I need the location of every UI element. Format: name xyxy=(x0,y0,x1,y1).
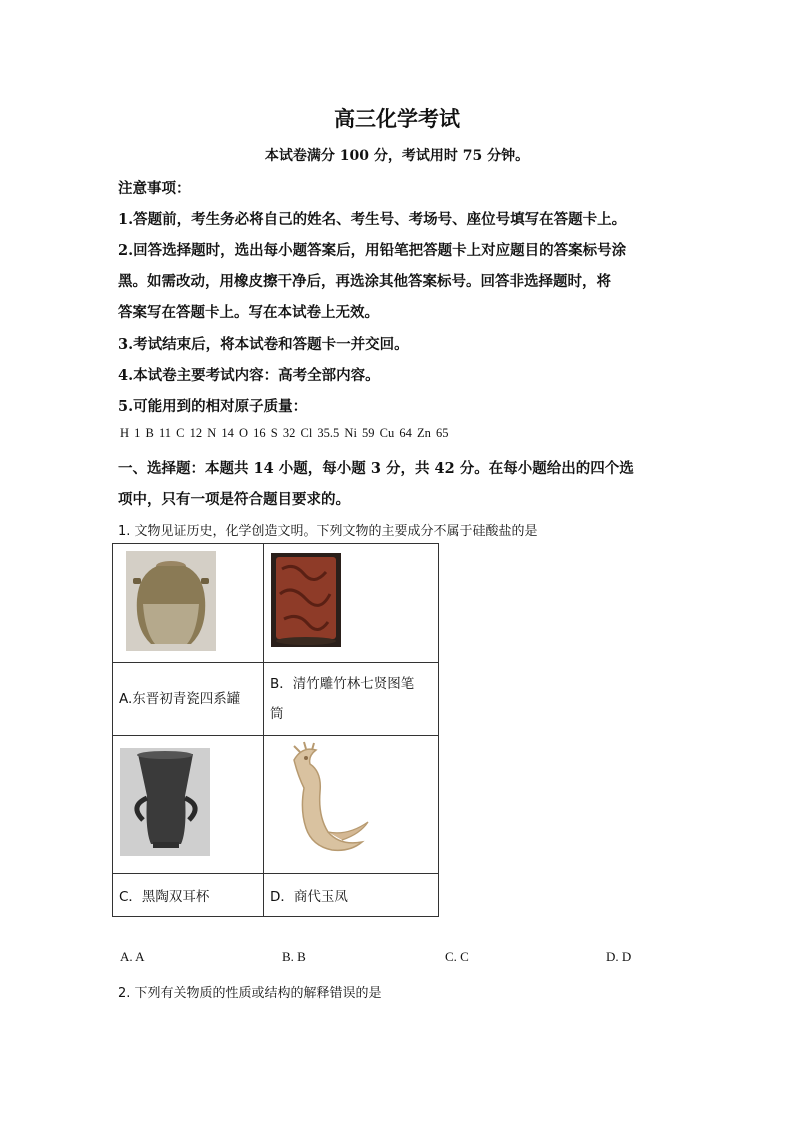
artifact-a-caption: A.东晋初青瓷四系罐 xyxy=(119,691,241,707)
artifact-b-caption-line-2: 筒 xyxy=(270,706,284,722)
note-item-5: 5.可能用到的相对原子质量： xyxy=(118,398,308,415)
question-1-stem: 1. 文物见证历史，化学创造文明。下列文物的主要成分不属于硅酸盐的是 xyxy=(118,524,538,539)
exam-subtitle: 本试卷满分 100 分，考试用时 75 分钟。 xyxy=(264,148,530,164)
artifact-d-caption: D．商代玉凤 xyxy=(270,889,348,905)
note-item-2-line-2: 黑。如需改动，用橡皮擦干净后，再选涂其他答案标号。回答非选择题时，将 xyxy=(118,273,611,290)
black-pottery-cup-image xyxy=(113,736,257,869)
artifact-table xyxy=(112,543,439,917)
note-item-1: 1.答题前，考生务必将自己的姓名、考生号、考场号、座位号填写在答题卡上。 xyxy=(118,211,627,228)
question-2-stem: 2. 下列有关物质的性质或结构的解释错误的是 xyxy=(118,986,382,1001)
note-item-3: 3.考试结束后，将本试卷和答题卡一并交回。 xyxy=(118,336,409,353)
question-1-option-a: A. A xyxy=(120,949,145,964)
artifact-c-image-cell xyxy=(113,736,264,874)
note-item-2-line-3: 答案写在答题卡上。写在本试卷上无效。 xyxy=(118,304,379,321)
question-1-option-b: B. B xyxy=(282,949,306,964)
artifact-b-caption-cell xyxy=(264,663,439,736)
note-item-4: 4.本试卷主要考试内容：高考全部内容。 xyxy=(118,367,380,384)
question-1-option-c: C. C xyxy=(445,949,469,964)
artifact-d-image-cell xyxy=(264,736,439,874)
artifact-b-caption-line-1: B．清竹雕竹林七贤图笔 xyxy=(270,676,415,692)
artifact-a-caption-cell xyxy=(113,663,264,736)
atomic-masses: H 1 B 11 C 12 N 14 O 16 S 32 Cl 35.5 Ni 59 Cu 64 Zn 65 xyxy=(120,426,449,440)
artifact-c-caption-cell xyxy=(113,874,264,917)
note-item-2-line-1: 2.回答选择题时，选出每小题答案后，用铅笔把答题卡上对应题目的答案标号涂 xyxy=(118,242,627,259)
artifact-a-image-cell xyxy=(113,544,264,663)
artifact-c-caption: C．黑陶双耳杯 xyxy=(119,889,210,905)
section-heading-line-1: 一、选择题：本题共 14 小题，每小题 3 分，共 42 分。在每小题给出的四个选 xyxy=(118,460,634,477)
notes-heading: 注意事项： xyxy=(118,180,191,197)
bamboo-brush-holder-image xyxy=(264,544,432,658)
artifact-b-image-cell xyxy=(264,544,439,663)
exam-title: 高三化学考试 xyxy=(334,106,460,131)
question-1-option-d: D. D xyxy=(606,949,632,964)
section-heading-line-2: 项中，只有一项是符合题目要求的。 xyxy=(118,491,350,508)
jade-phoenix-image xyxy=(264,736,432,869)
celadon-jar-image xyxy=(113,544,257,658)
artifact-d-caption-cell xyxy=(264,874,439,917)
